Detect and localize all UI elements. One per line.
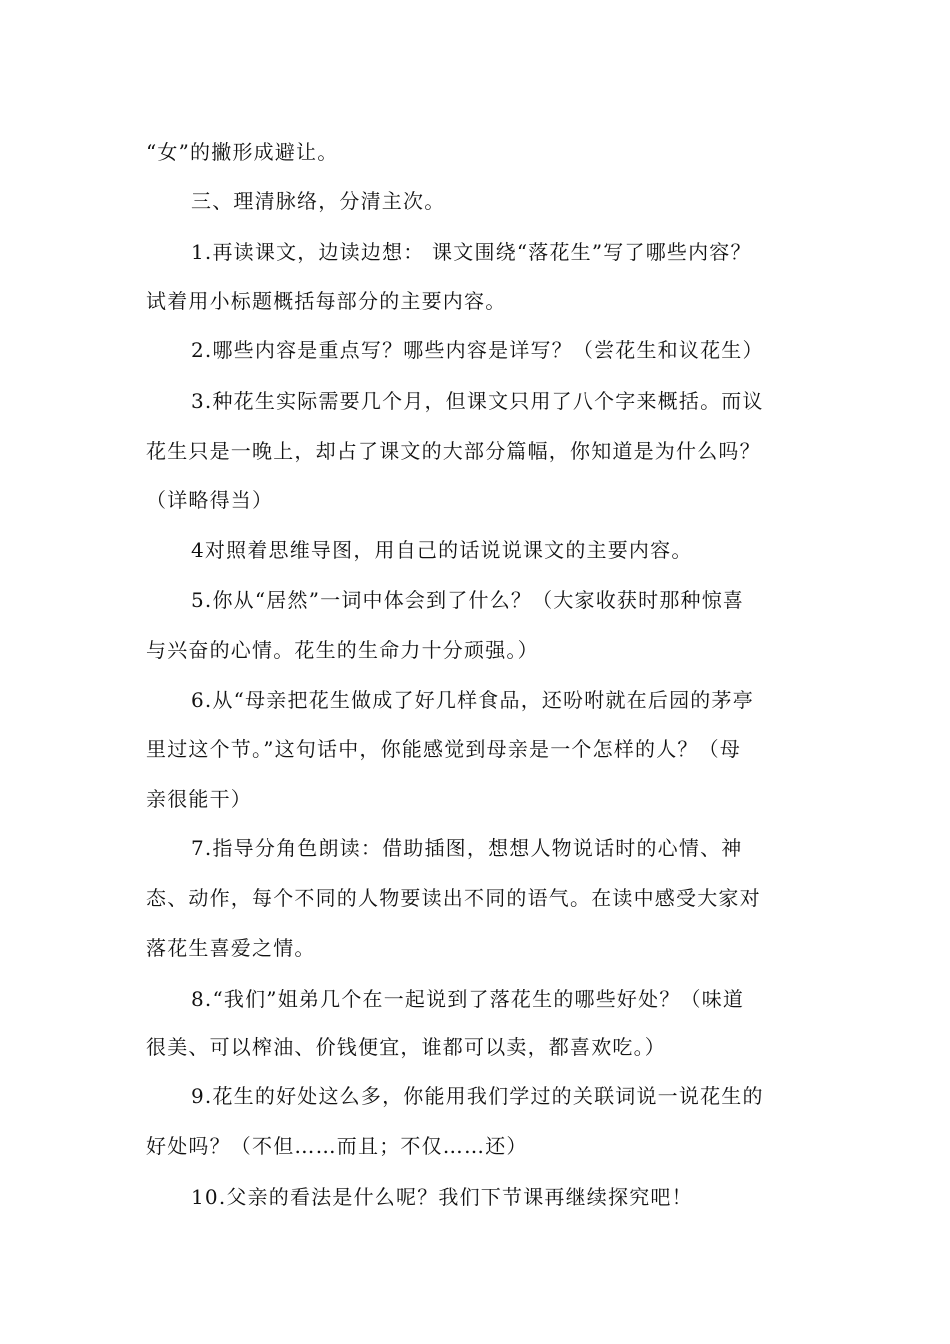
text-line: 落花生喜爱之情。 (146, 936, 316, 960)
text-line: 很美、可以榨油、价钱便宜，谁都可以卖，都喜欢吃。） (146, 1035, 666, 1059)
section-heading: 三、理清脉络，分清主次。 (191, 189, 446, 213)
text-line: 7.指导分角色朗读：借助插图，想想人物说话时的心情、神 (191, 836, 743, 860)
text-line: 试着用小标题概括每部分的主要内容。 (146, 289, 507, 313)
text-line: 里过这个节。”这句话中，你能感觉到母亲是一个怎样的人？（母 (146, 737, 742, 761)
text-line: 与兴奋的心情。花生的生命力十分顽强。） (146, 638, 539, 662)
text-line: 2.哪些内容是重点写？哪些内容是详写？（尝花生和议花生） (191, 338, 764, 362)
text-line: 5.你从“居然”一词中体会到了什么？（大家收获时那种惊喜 (191, 588, 745, 612)
text-line: 花生只是一晚上，却占了课文的大部分篇幅，你知道是为什么吗？ (146, 439, 761, 463)
text-line: 亲很能干） (146, 787, 252, 811)
text-line: 3.种花生实际需要几个月，但课文只用了八个字来概括。而议 (191, 389, 764, 413)
text-line: “女”的撇形成避让。 (146, 140, 339, 164)
text-line: 好处吗？（不但……而且；不仅……还） (146, 1134, 528, 1158)
text-line: 1.再读课文，边读边想： 课文围绕“落花生”写了哪些内容？ (191, 240, 752, 264)
text-line: 态、动作，每个不同的人物要读出不同的语气。在读中感受大家对 (146, 886, 761, 910)
text-line: 9.花生的好处这么多，你能用我们学过的关联词说一说花生的 (191, 1084, 764, 1108)
text-line: 10.父亲的看法是什么呢？我们下节课再继续探究吧！ (191, 1185, 693, 1209)
text-line: 8.“我们”姐弟几个在一起说到了落花生的哪些好处？（味道 (191, 987, 745, 1011)
text-line: （详略得当） (146, 488, 274, 512)
text-line: 6.从“母亲把花生做成了好几样食品，还吩咐就在后园的茅亭 (191, 688, 754, 712)
text-line: 4对照着思维导图，用自己的话说说课文的主要内容。 (191, 538, 693, 562)
